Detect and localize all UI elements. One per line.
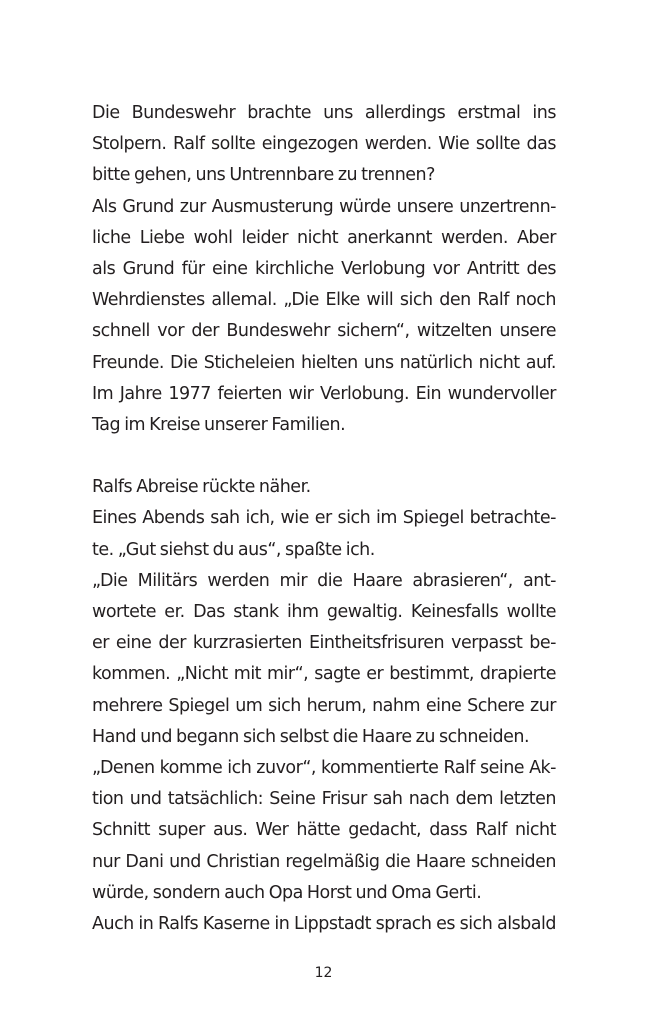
text-line: Eines Abends sah ich, wie er sich im Spiegel betrachte-	[92, 508, 556, 529]
text-line: Stolpern. Ralf sollte eingezogen werden. Wie sollte das	[92, 134, 556, 155]
paragraph-spiegel	[92, 503, 556, 565]
text-line: te. „Gut siehst du aus“, spaßte ich.	[92, 539, 375, 560]
paragraph-kaserne	[92, 909, 556, 940]
text-line: tion und tatsächlich: Seine Frisur sah nach dem letzten	[92, 789, 556, 810]
text-line: er eine der kurzrasierten Eintheitsfrisuren verpasst be-	[92, 633, 556, 654]
text-line: Auch in Ralfs Kaserne in Lippstadt sprach es sich alsbald	[92, 913, 556, 934]
text-line: Die Bundeswehr brachte uns allerdings erstmal ins	[92, 103, 556, 123]
text-line: kommen. „Nicht mit mir“, sagte er bestimmt, drapierte	[92, 664, 556, 685]
text-line: mehrere Spiegel um sich herum, nahm eine Schere zur	[92, 695, 556, 716]
text-line: „Denen komme ich zuvor“, kommentierte Ralf seine Ak-	[92, 757, 556, 778]
text-line: Wehrdienstes allemal. „Die Elke will sich den Ralf noch	[92, 290, 556, 311]
paragraph-spacer	[92, 441, 556, 472]
text-line: Im Jahre 1977 feierten wir Verlobung. Ein wundervoller	[92, 383, 556, 404]
text-line: „Die Militärs werden mir die Haare abrasieren“, ant-	[92, 570, 556, 591]
text-line: Tag im Kreise unserer Familien.	[92, 414, 346, 435]
text-line: Schnitt super aus. Wer hätte gedacht, dass Ralf nicht	[92, 820, 556, 841]
text-line: wortete er. Das stank ihm gewaltig. Keinesfalls wollte	[92, 602, 556, 622]
paragraph-bundeswehr	[92, 98, 556, 192]
page-number: 12	[314, 965, 333, 981]
text-line: Hand und begann sich selbst die Haare zu schneiden.	[92, 726, 530, 747]
text-line: nur Dani und Christian regelmäßig die Haare schneiden	[92, 851, 556, 872]
text-line: Freunde. Die Sticheleien hielten uns natürlich nicht auf.	[92, 352, 556, 373]
text-line: schnell vor der Bundeswehr sichern“, witzelten unsere	[92, 321, 556, 342]
text-line: als Grund für eine kirchliche Verlobung vor Antritt des	[92, 258, 556, 279]
text-line: Als Grund zur Ausmusterung würde unsere unzertrenn-	[92, 196, 556, 217]
text-line: würde, sondern auch Opa Horst und Oma Gerti.	[92, 882, 482, 903]
text-line: Ralfs Abreise rückte näher.	[92, 477, 311, 498]
text-line: liche Liebe wohl leider nicht anerkannt werden. Aber	[92, 227, 556, 248]
text-line: bitte gehen, uns Untrennbare zu trennen?	[92, 165, 435, 186]
paragraph-verlobung	[92, 192, 556, 442]
paragraph-militaers	[92, 566, 556, 753]
paragraph-frisur	[92, 753, 556, 909]
body-text	[92, 98, 556, 940]
paragraph-abreise	[92, 472, 556, 503]
